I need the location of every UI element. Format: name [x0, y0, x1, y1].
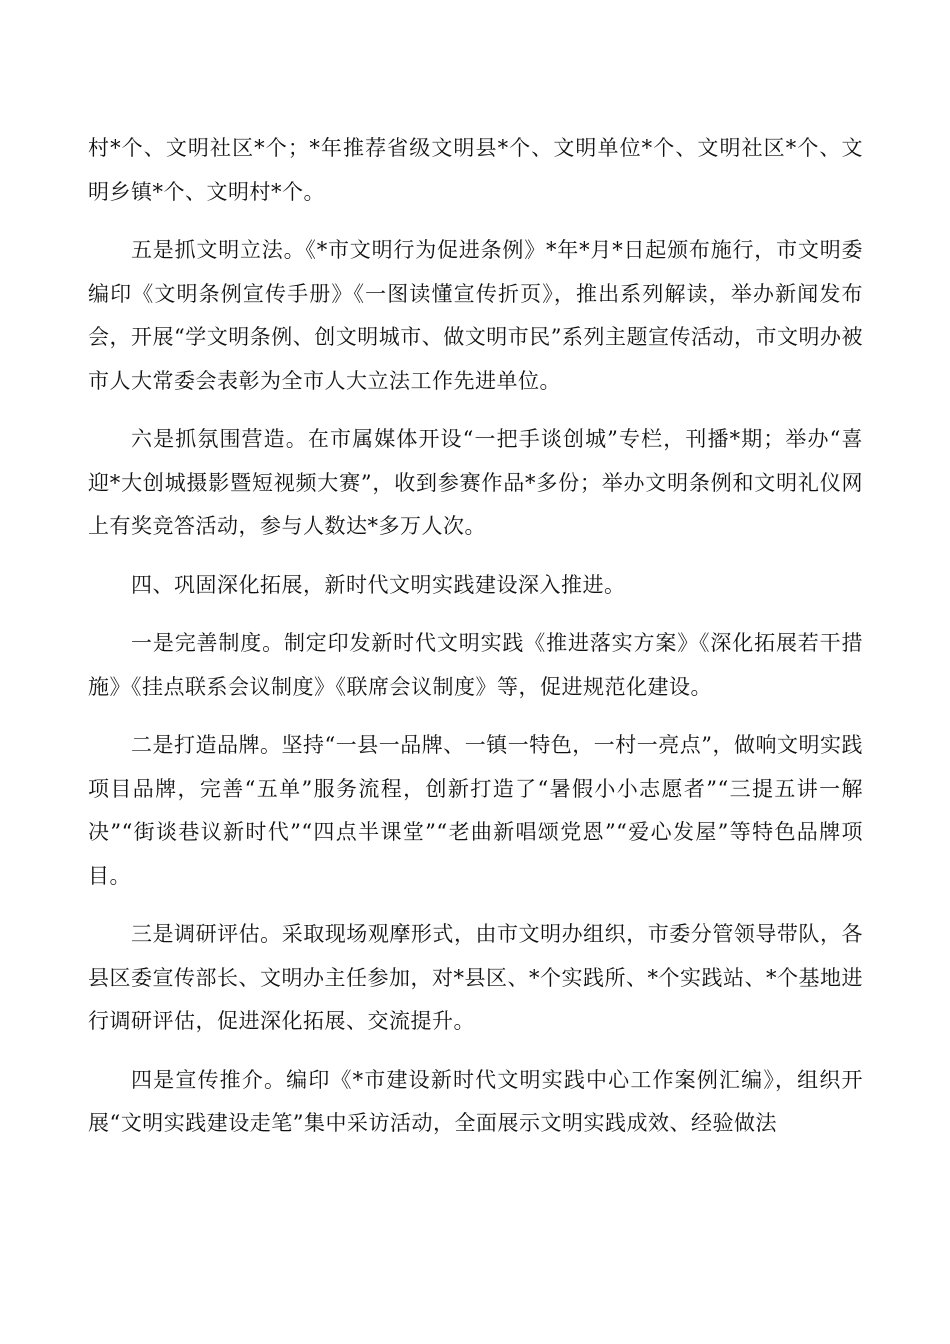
section-heading-four: 四、巩固深化拓展，新时代文明实践建设深入推进。	[131, 572, 626, 597]
paragraph-brand: 二是打造品牌。坚持“一县一品牌、一镇一特色，一村一亮点”，做响文明实践项目品牌，完善“五单”服务流程，创新打造了“暑假小小志愿者”“三提五讲一解决”“街谈巷议新时代”“四点半课堂”“老曲新唱颂党恩”“爱心发屋”等特色品牌项目。	[88, 733, 863, 888]
paragraph-promotion: 四是宣传推介。编印《*市建设新时代文明实践中心工作案例汇编》，组织开展“文明实践建设走笔”集中采访活动，全面展示文明实践成效、经验做法	[88, 1067, 863, 1135]
paragraph-legislation: 五是抓文明立法。《*市文明行为促进条例》*年*月*日起颁布施行，市文明委编印《文明条例宣传手册》《一图读懂宣传折页》，推出系列解读，举办新闻发布会，开展“学文明条例、创文明城市、做文明市民”系列主题宣传活动，市文明办被市人大常委会表彰为全市人大立法工作先进单位。	[88, 238, 863, 393]
paragraph-research: 三是调研评估。采取现场观摩形式，由市文明办组织，市委分管领导带队，各县区委宣传部长、文明办主任参加，对*县区、*个实践所、*个实践站、*个基地进行调研评估，促进深化拓展、交流提升。	[88, 922, 863, 1033]
paragraph-system: 一是完善制度。制定印发新时代文明实践《推进落实方案》《深化拓展若干措施》《挂点联系会议制度》《联席会议制度》等，促进规范化建设。	[88, 631, 863, 699]
document-body	[88, 127, 863, 1161]
paragraph-continuation: 村*个、文明社区*个；*年推荐省级文明县*个、文明单位*个、文明社区*个、文明乡镇*个、文明村*个。	[88, 136, 863, 204]
paragraph-atmosphere: 六是抓氛围营造。在市属媒体开设“一把手谈创城”专栏，刊播*期；举办“喜迎*大创城摄影暨短视频大赛”，收到参赛作品*多份；举办文明条例和文明礼仪网上有奖竞答活动，参与人数达*多万人次。	[88, 427, 863, 538]
